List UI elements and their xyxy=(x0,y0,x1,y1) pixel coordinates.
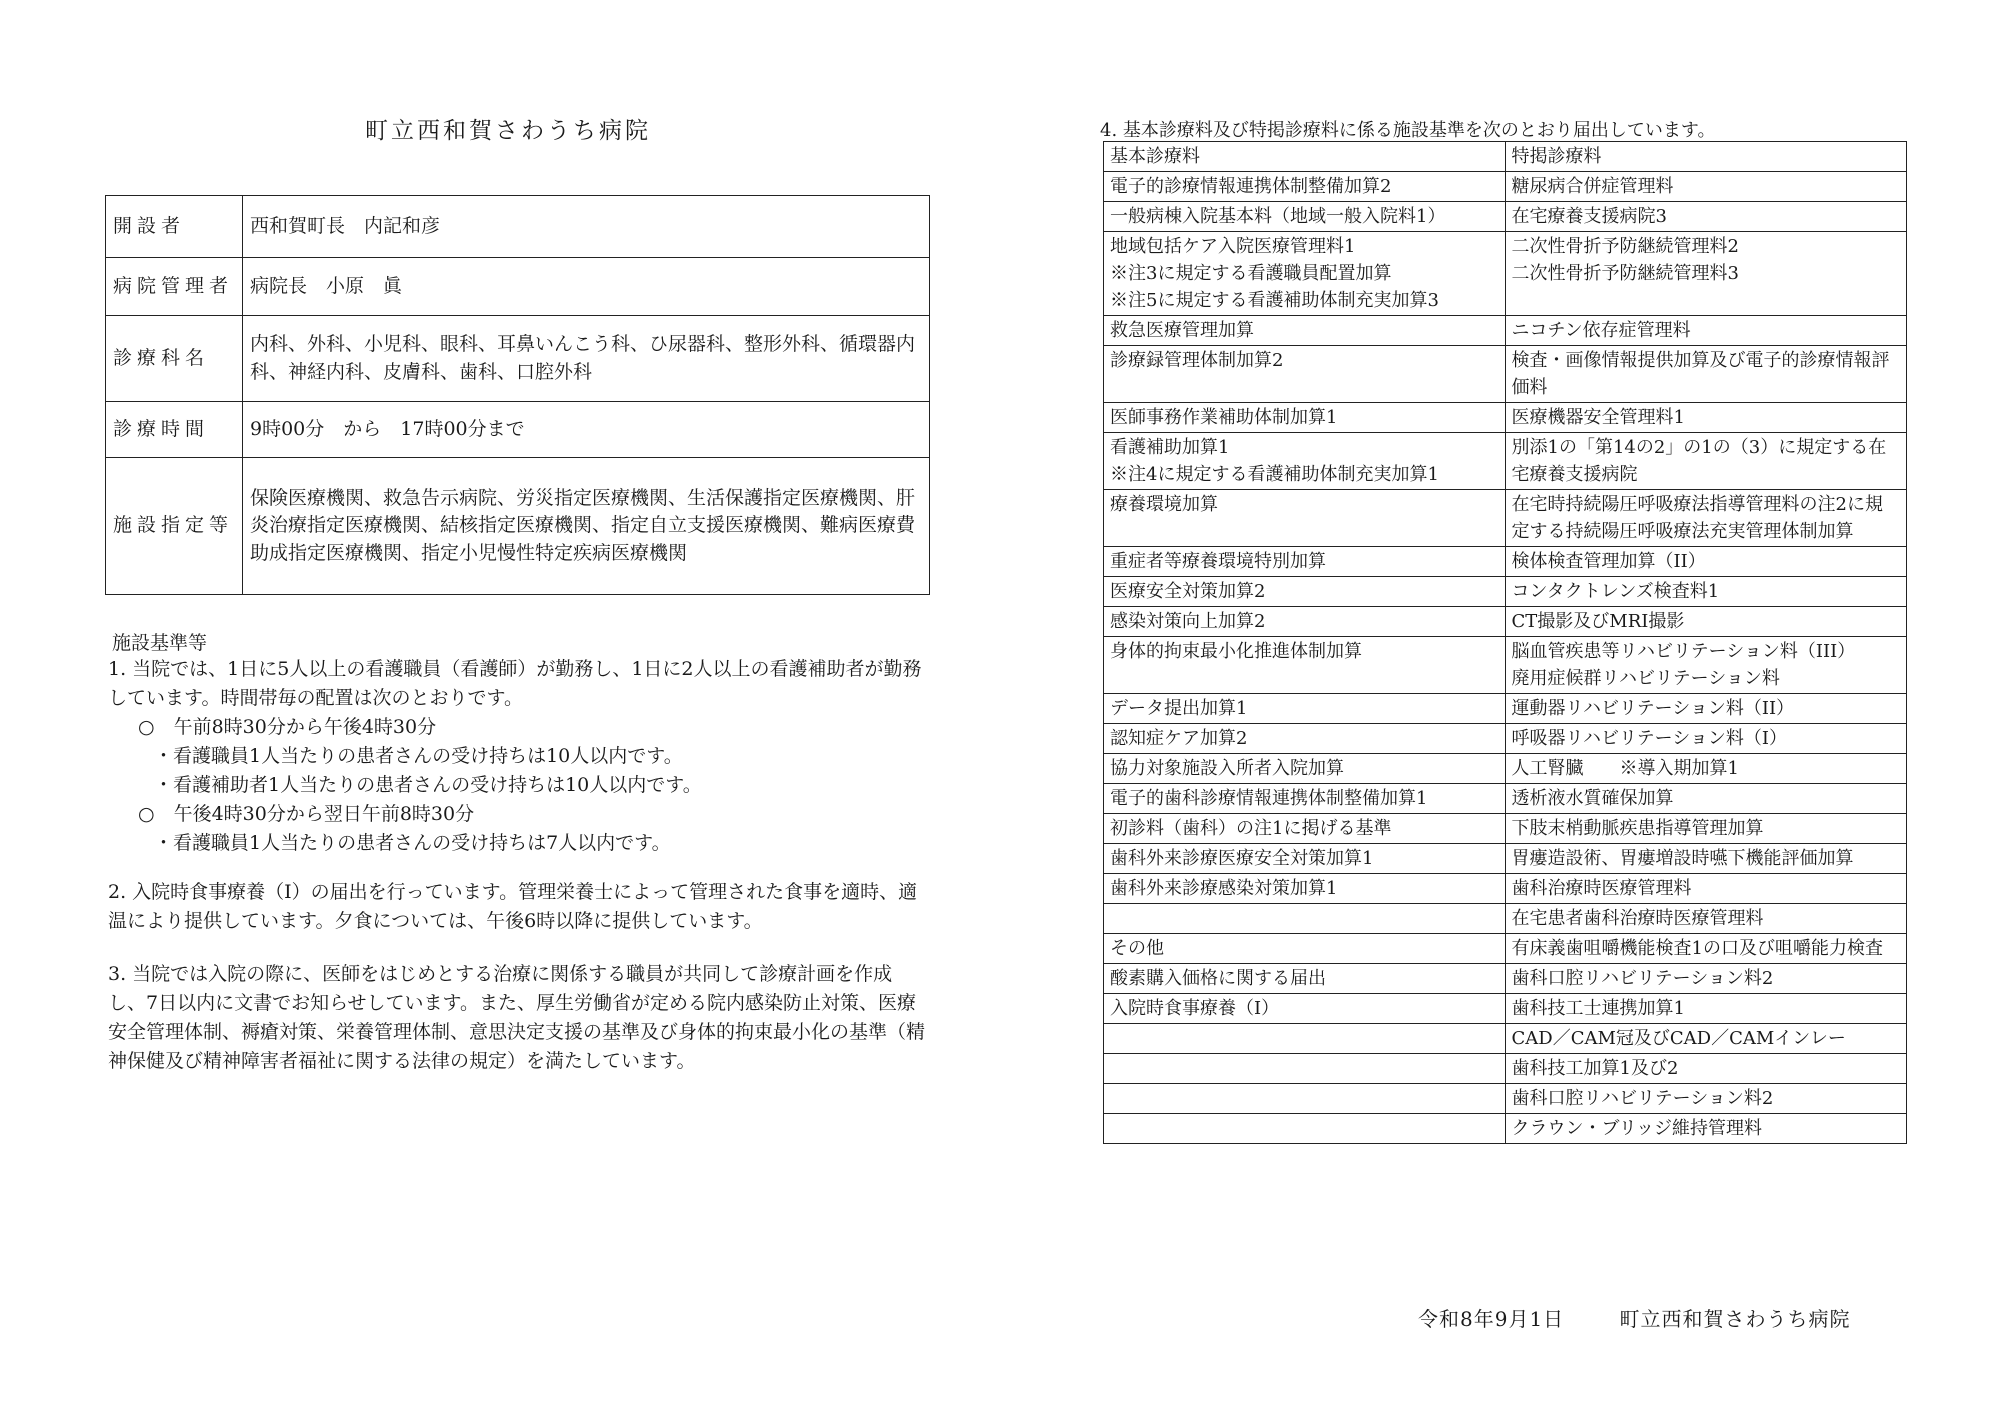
table-row xyxy=(1104,547,1907,577)
specific-fee-cell: 医療機器安全管理料1 xyxy=(1505,403,1907,433)
table-row xyxy=(1104,232,1907,316)
note-1-text: 1. 当院では、1日に5人以上の看護職員（看護師）が勤務し、1日に2人以上の看護補助者が勤務しています。時間帯毎の配置は次のとおりです。 xyxy=(108,658,922,709)
basic-fee-cell: 認知症ケア加算2 xyxy=(1104,724,1506,754)
section-4-heading: 4. 基本診療料及び特掲診療料に係る施設基準を次のとおり届出しています。 xyxy=(1100,120,1716,141)
specific-fee-cell: 運動器リハビリテーション料（II） xyxy=(1505,694,1907,724)
specific-fee-cell: 歯科治療時医療管理料 xyxy=(1505,874,1907,904)
shift-night-nurse: ・看護職員1人当たりの患者さんの受け持ちは7人以内です。 xyxy=(154,832,671,854)
info-value: 病院長 小原 眞 xyxy=(243,258,930,316)
note-2: 2. 入院時食事療養（I）の届出を行っています。管理栄養士によって管理された食事を適時、適温により提供しています。夕食については、午後6時以降に提供しています。 xyxy=(108,881,918,932)
basic-fee-cell: 身体的拘束最小化推進体制加算 xyxy=(1104,637,1506,694)
info-row xyxy=(106,258,930,316)
facility-standards-table xyxy=(1103,141,1907,1144)
basic-fee-cell: 酸素購入価格に関する届出 xyxy=(1104,964,1506,994)
basic-fee-cell: その他 xyxy=(1104,934,1506,964)
shift-night: ○ 午後4時30分から翌日午前8時30分 xyxy=(138,803,475,825)
info-row xyxy=(106,458,930,595)
info-value: 9時00分 から 17時00分まで xyxy=(243,402,930,458)
table-row xyxy=(1104,1114,1907,1144)
table-row xyxy=(1104,490,1907,547)
basic-fee-cell: データ提出加算1 xyxy=(1104,694,1506,724)
basic-fee-cell: 歯科外来診療医療安全対策加算1 xyxy=(1104,844,1506,874)
basic-fee-cell: 診療録管理体制加算2 xyxy=(1104,346,1506,403)
info-label: 病院管理者 xyxy=(106,258,243,316)
basic-fee-cell xyxy=(1104,1084,1506,1114)
specific-fee-cell: 下肢末梢動脈疾患指導管理加算 xyxy=(1505,814,1907,844)
table-row xyxy=(1104,1054,1907,1084)
table-row xyxy=(1104,724,1907,754)
info-label: 施設指定等 xyxy=(106,458,243,595)
specific-fee-cell: 胃瘻造設術、胃瘻増設時嚥下機能評価加算 xyxy=(1505,844,1907,874)
specific-fee-cell: 在宅時持続陽圧呼吸療法指導管理料の注2に規定する持続陽圧呼吸療法充実管理体制加算 xyxy=(1505,490,1907,547)
table-row xyxy=(1104,577,1907,607)
info-label: 診療時間 xyxy=(106,402,243,458)
basic-fee-cell: 電子的歯科診療情報連携体制整備加算1 xyxy=(1104,784,1506,814)
note-3: 3. 当院では入院の際に、医師をはじめとする治療に関係する職員が共同して診療計画を作成し、7日以内に文書でお知らせしています。また、厚生労働省が定める院内感染防止対策、医療安全管理体制、褥瘡対策、栄養管理体制、意思決定支援の基準及び身体的拘束最小化の基準（精神保健及び精神障害者福祉に関する法律の規定）を満たしています。 xyxy=(108,963,926,1072)
table-row xyxy=(1104,1084,1907,1114)
basic-fee-cell: 感染対策向上加算2 xyxy=(1104,607,1506,637)
basic-fee-cell xyxy=(1104,1114,1506,1144)
info-row xyxy=(106,196,930,258)
basic-fee-cell: 一般病棟入院基本料（地域一般入院料1） xyxy=(1104,202,1506,232)
specific-fee-cell: コンタクトレンズ検査料1 xyxy=(1505,577,1907,607)
basic-fee-cell: 医師事務作業補助体制加算1 xyxy=(1104,403,1506,433)
specific-fee-cell: クラウン・ブリッジ維持管理料 xyxy=(1505,1114,1907,1144)
info-label: 開設者 xyxy=(106,196,243,258)
table-row xyxy=(1104,316,1907,346)
specific-fee-cell: 人工腎臓 ※導入期加算1 xyxy=(1505,754,1907,784)
specific-fee-cell: 糖尿病合併症管理料 xyxy=(1505,172,1907,202)
basic-fee-cell: 初診料（歯科）の注1に掲げる基準 xyxy=(1104,814,1506,844)
table-row xyxy=(1104,1024,1907,1054)
specific-fee-cell: 歯科技工士連携加算1 xyxy=(1505,994,1907,1024)
shift-day-nurse: ・看護職員1人当たりの患者さんの受け持ちは10人以内です。 xyxy=(154,745,683,767)
basic-fee-cell: 電子的診療情報連携体制整備加算2 xyxy=(1104,172,1506,202)
table-row xyxy=(1104,934,1907,964)
table-row xyxy=(1104,202,1907,232)
info-row xyxy=(106,316,930,402)
basic-fee-cell: 看護補助加算1 ※注4に規定する看護補助体制充実加算1 xyxy=(1104,433,1506,490)
basic-fee-cell xyxy=(1104,904,1506,934)
basic-fee-cell: 重症者等療養環境特別加算 xyxy=(1104,547,1506,577)
table-row xyxy=(1104,346,1907,403)
table-row xyxy=(1104,754,1907,784)
specific-fee-cell: 呼吸器リハビリテーション料（I） xyxy=(1505,724,1907,754)
specific-fee-cell: 別添1の「第14の2」の1の（3）に規定する在宅療養支援病院 xyxy=(1505,433,1907,490)
specific-fee-cell: CAD／CAM冠及びCAD／CAMインレー xyxy=(1505,1024,1907,1054)
table-row xyxy=(1104,964,1907,994)
specific-fee-cell: 在宅療養支援病院3 xyxy=(1505,202,1907,232)
basic-fee-cell: 療養環境加算 xyxy=(1104,490,1506,547)
header-basic: 基本診療料 xyxy=(1104,142,1506,172)
specific-fee-cell: 検体検査管理加算（II） xyxy=(1505,547,1907,577)
specific-fee-cell: 透析液水質確保加算 xyxy=(1505,784,1907,814)
table-row xyxy=(1104,844,1907,874)
note-1 xyxy=(108,655,928,858)
specific-fee-cell: ニコチン依存症管理料 xyxy=(1505,316,1907,346)
specific-fee-cell: 歯科口腔リハビリテーション料2 xyxy=(1505,1084,1907,1114)
basic-fee-cell: 地域包括ケア入院医療管理料1 ※注3に規定する看護職員配置加算 ※注5に規定する看護補助体制充実加算3 xyxy=(1104,232,1506,316)
specific-fee-cell: 二次性骨折予防継続管理料2 二次性骨折予防継続管理料3 xyxy=(1505,232,1907,316)
specific-fee-cell: 在宅患者歯科治療時医療管理料 xyxy=(1505,904,1907,934)
table-row xyxy=(1104,814,1907,844)
table-row xyxy=(1104,637,1907,694)
info-value: 内科、外科、小児科、眼科、耳鼻いんこう科、ひ尿器科、整形外科、循環器内科、神経内科、皮膚科、歯科、口腔外科 xyxy=(243,316,930,402)
specific-fee-cell: CT撮影及びMRI撮影 xyxy=(1505,607,1907,637)
basic-fee-cell: 医療安全対策加算2 xyxy=(1104,577,1506,607)
basic-fee-cell xyxy=(1104,1024,1506,1054)
footer xyxy=(1418,1303,1851,1332)
table-row xyxy=(1104,784,1907,814)
info-row xyxy=(106,402,930,458)
hospital-info-table xyxy=(105,195,930,595)
table-body xyxy=(1104,172,1907,1144)
specific-fee-cell: 有床義歯咀嚼機能検査1の口及び咀嚼能力検査 xyxy=(1505,934,1907,964)
table-row xyxy=(1104,874,1907,904)
table-row xyxy=(1104,403,1907,433)
basic-fee-cell: 入院時食事療養（I） xyxy=(1104,994,1506,1024)
table-header-row xyxy=(1104,142,1907,172)
table-row xyxy=(1104,994,1907,1024)
specific-fee-cell: 歯科口腔リハビリテーション料2 xyxy=(1505,964,1907,994)
info-label: 診療科名 xyxy=(106,316,243,402)
specific-fee-cell: 歯科技工加算1及び2 xyxy=(1505,1054,1907,1084)
specific-fee-cell: 脳血管疾患等リハビリテーション料（III） 廃用症候群リハビリテーション料 xyxy=(1505,637,1907,694)
footer-date: 令和8年9月1日 xyxy=(1418,1307,1565,1331)
basic-fee-cell: 救急医療管理加算 xyxy=(1104,316,1506,346)
header-specific: 特掲診療料 xyxy=(1505,142,1907,172)
basic-fee-cell: 歯科外来診療感染対策加算1 xyxy=(1104,874,1506,904)
info-value: 保険医療機関、救急告示病院、労災指定医療機関、生活保護指定医療機関、肝炎治療指定医療機関、結核指定医療機関、指定自立支援医療機関、難病医療費助成指定医療機関、指定小児慢性特定疾病医療機関 xyxy=(243,458,930,595)
info-value: 西和賀町長 内記和彦 xyxy=(243,196,930,258)
basic-fee-cell: 協力対象施設入所者入院加算 xyxy=(1104,754,1506,784)
table-row xyxy=(1104,694,1907,724)
table-row xyxy=(1104,433,1907,490)
table-row xyxy=(1104,172,1907,202)
page-title: 町立西和賀さわうち病院 xyxy=(365,118,651,144)
shift-day-aide: ・看護補助者1人当たりの患者さんの受け持ちは10人以内です。 xyxy=(154,774,702,796)
shift-day: ○ 午前8時30分から午後4時30分 xyxy=(138,716,437,738)
specific-fee-cell: 検査・画像情報提供加算及び電子的診療情報評価料 xyxy=(1505,346,1907,403)
table-row xyxy=(1104,904,1907,934)
basic-fee-cell xyxy=(1104,1054,1506,1084)
footer-hospital: 町立西和賀さわうち病院 xyxy=(1619,1307,1851,1331)
table-row xyxy=(1104,607,1907,637)
standards-heading: 施設基準等 xyxy=(112,632,208,654)
